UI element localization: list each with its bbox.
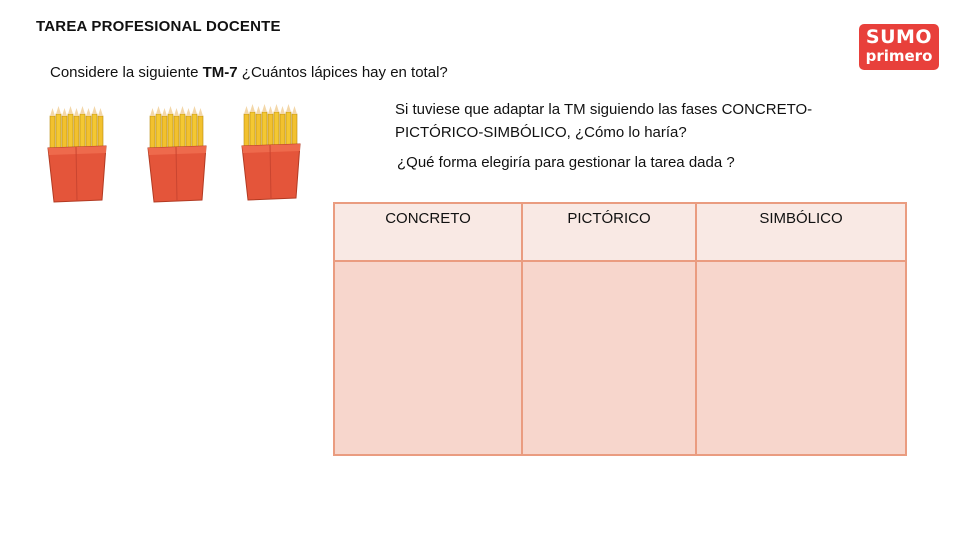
logo-line1: SUMO [865, 26, 933, 48]
phases-table [333, 202, 907, 456]
column-header-simbolico: SIMBÓLICO [696, 203, 906, 261]
question-text: ¿Cuántos lápices hay en total? [241, 64, 448, 81]
adapt-instruction: Si tuviese que adaptar la TM siguiendo las fases CONCRETO-PICTÓRICO-SIMBÓLICO, ¿Cómo lo haría? [395, 101, 813, 141]
column-header-concreto: CONCRETO [334, 203, 522, 261]
phases-header-row [334, 203, 906, 261]
column-header-pictorico: PICTÓRICO [522, 203, 696, 261]
page-title: TAREA PROFESIONAL DOCENTE [36, 18, 281, 35]
form-instruction: ¿Qué forma elegiría para gestionar la tarea dada ? [397, 154, 735, 171]
pencil-cups-drawing [40, 104, 340, 204]
question-prefix: Considere la siguiente [50, 64, 199, 81]
phases-body-row [334, 261, 906, 455]
sumo-primero-logo [859, 24, 939, 70]
pictorico-cell[interactable] [522, 261, 696, 455]
pencil-cups-illustration [40, 104, 340, 204]
concreto-cell[interactable] [334, 261, 522, 455]
task-question [50, 64, 448, 81]
task-code: TM-7 [202, 64, 238, 81]
logo-line2: primero [865, 47, 933, 65]
simbolico-cell[interactable] [696, 261, 906, 455]
